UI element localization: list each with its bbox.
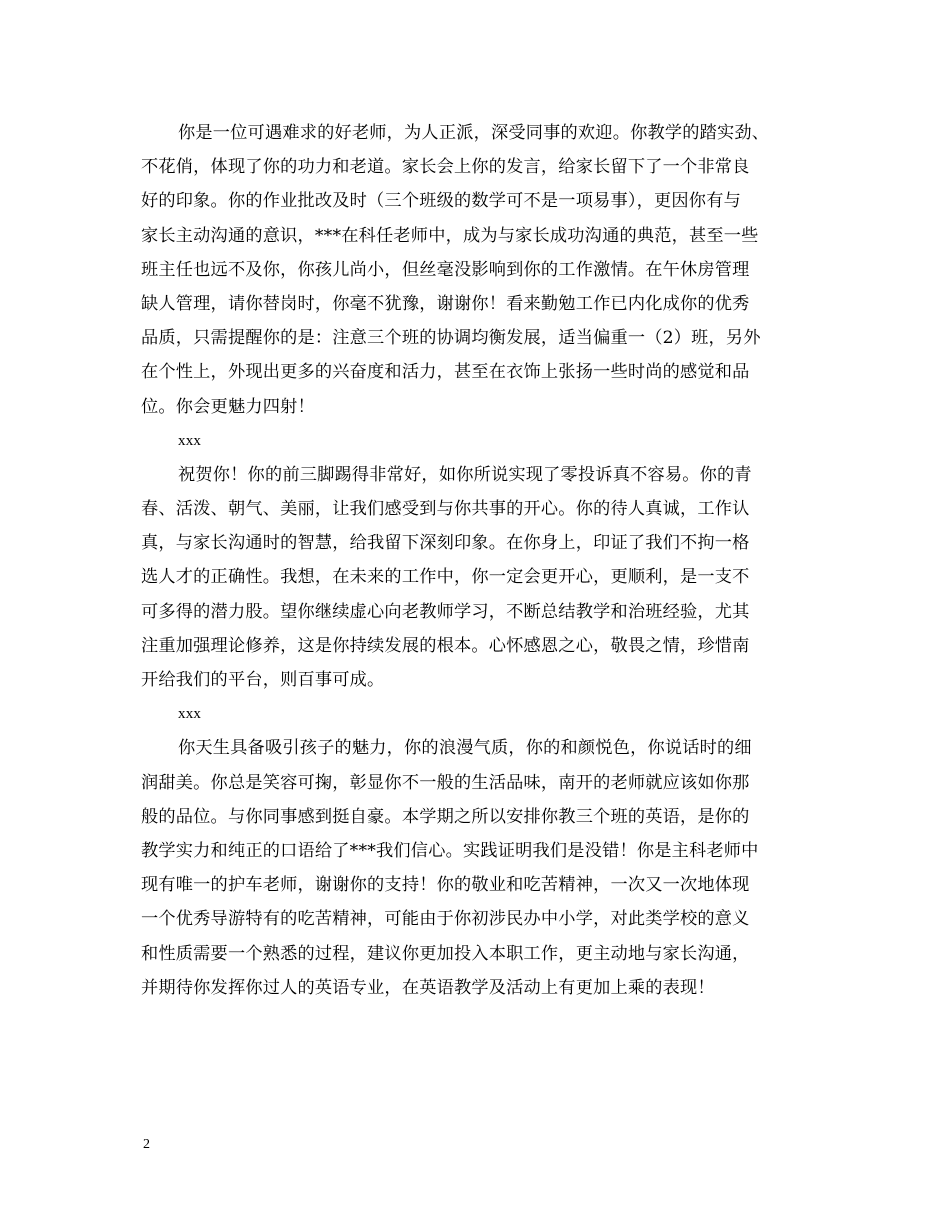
text-line: 选人才的正确性。我想，在未来的工作中，你一定会更开心，更顺利，是一支不 <box>141 567 750 588</box>
text-line: 你天生具备吸引孩子的魅力，你的浪漫气质，你的和颜悦色，你说话时的细 <box>178 738 752 759</box>
text-line: 现有唯一的护车老师，谢谢你的支持！你的敬业和吃苦精神，一次又一次地体现 <box>141 875 750 896</box>
text-line: 品质，只需提醒你的是：注意三个班的协调均衡发展，适当偏重一（2）班，另外 <box>141 328 761 349</box>
text-line: 春、活泼、朝气、美丽，让我们感受到与你共事的开心。你的待人真诚，工作认 <box>141 499 750 520</box>
text-line: 和性质需要一个熟悉的过程，建议你更加投入本职工作，更主动地与家长沟通， <box>141 943 750 964</box>
document-body <box>141 116 821 1005</box>
text-line: 位。你会更魅力四射！ <box>141 396 315 417</box>
text-line: 教学实力和纯正的口语给了***我们信心。实践证明我们是没错！你是主科老师中 <box>141 840 759 861</box>
text-line: 班主任也远不及你，你孩儿尚小，但丝毫没影响到你的工作激情。在午休房管理 <box>141 259 750 280</box>
text-line: 祝贺你！你的前三脚踢得非常好，如你所说实现了零投诉真不容易。你的青 <box>178 464 752 485</box>
text-line: 并期待你发挥你过人的英语专业，在英语教学及活动上有更加上乘的表现！ <box>141 977 715 998</box>
text-line: 注重加强理论修养，这是你持续发展的根本。心怀感恩之心，敬畏之情，珍惜南 <box>141 635 750 656</box>
text-line: 在个性上，外现出更多的兴奋度和活力，甚至在衣饰上张扬一些时尚的感觉和品 <box>141 362 750 383</box>
paragraph-3 <box>141 731 821 1005</box>
text-line: 缺人管理，请你替岗时，你毫不犹豫，谢谢你！看来勤勉工作已内化成你的优秀 <box>141 293 750 314</box>
text-line: 可多得的潜力股。望你继续虚心向老教师学习，不断总结教学和治班经验，尤其 <box>141 601 750 622</box>
signature-1: xxx <box>178 432 202 449</box>
text-line: 真，与家长沟通时的智慧，给我留下深刻印象。在你身上，印证了我们不拘一格 <box>141 533 750 554</box>
paragraph-1 <box>141 116 821 424</box>
text-line: 你是一位可遇难求的好老师，为人正派，深受同事的欢迎。你教学的踏实劲、 <box>178 123 770 143</box>
text-line: 不花俏，体现了你的功力和老道。家长会上你的发言，给家长留下了一个非常良 <box>141 157 750 178</box>
text-line: 般的品位。与你同事感到挺自豪。本学期之所以安排你教三个班的英语，是你的 <box>141 806 750 827</box>
text-line: 润甜美。你总是笑容可掬，彰显你不一般的生活品味，南开的老师就应该如你那 <box>141 772 750 793</box>
paragraph-2 <box>141 458 821 697</box>
signature-2: xxx <box>178 706 202 723</box>
page-number: 2 <box>143 1137 150 1152</box>
text-line: 一个优秀导游特有的吃苦精神，可能由于你初涉民办中小学，对此类学校的意义 <box>141 909 750 930</box>
text-line: 开给我们的平台，则百事可成。 <box>141 670 385 690</box>
text-line: 家长主动沟通的意识，***在科任老师中，成为与家长成功沟通的典范，甚至一些 <box>141 225 759 246</box>
text-line: 好的印象。你的作业批改及时（三个班级的数学可不是一项易事），更因你有与 <box>141 191 741 212</box>
